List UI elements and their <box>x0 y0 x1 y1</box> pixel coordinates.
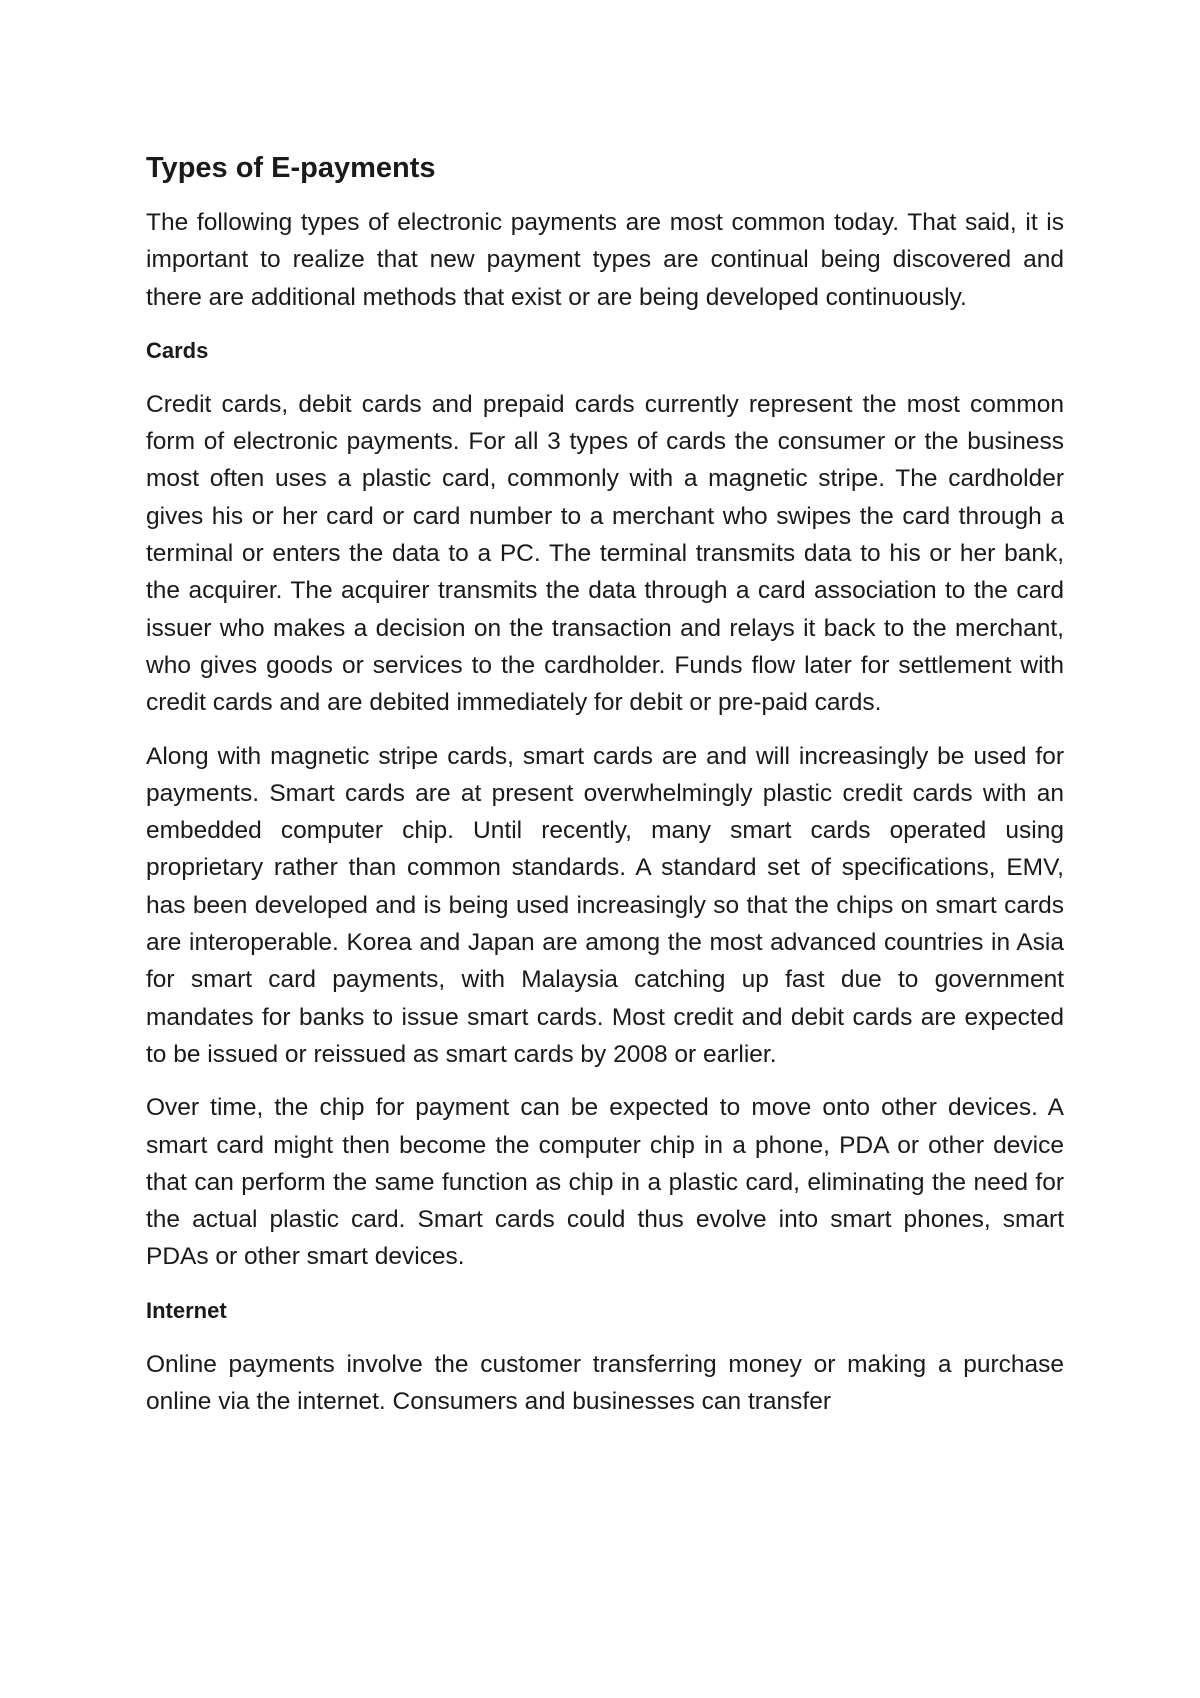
section-heading-internet: Internet <box>146 1297 227 1323</box>
internet-paragraph-1: Online payments involve the customer transferring money or making a purchase online via the internet. Consumers and businesses can transfer <box>146 1350 1064 1416</box>
cards-paragraph-2: Along with magnetic stripe cards, smart cards are and will increasingly be used for payments. Smart cards are at present overwhelmingly plastic credit cards with an embedded computer chip. Until recently, many smart cards operated using proprietary rather than common standards. A standard set of specifications, EMV, has been developed and is being used increasingly so that the chips on smart cards are interoperable. Korea and Japan are among the most advanced countries in Asia for smart card payments, with Malaysia catching up fast due to government mandates for banks to issue smart cards. Most credit and debit cards are expected to be issued or reissued as smart cards by 2008 or earlier. <box>146 742 1064 1068</box>
cards-paragraph-3: Over time, the chip for payment can be expected to move onto other devices. A smart card might then become the computer chip in a phone, PDA or other device that can perform the same function as chip in a plastic card, eliminating the need for the actual plastic card. Smart cards could thus evolve into smart phones, smart PDAs or other smart devices. <box>146 1094 1064 1271</box>
document-title: Types of E-payments <box>146 152 436 184</box>
section-heading-cards: Cards <box>146 337 209 363</box>
intro-paragraph: The following types of electronic payments are most common today. That said, it is important to realize that new payment types are continual being discovered and there are additional methods that exist or are being developed continuously. <box>146 209 1064 311</box>
document-body <box>146 148 1064 1420</box>
cards-paragraph-1: Credit cards, debit cards and prepaid cards currently represent the most common form of electronic payments. For all 3 types of cards the consumer or the business most often uses a plastic card, commonly with a magnetic stripe. The cardholder gives his or her card or card number to a merchant who swipes the card through a terminal or enters the data to a PC. The terminal transmits data to his or her bank, the acquirer. The acquirer transmits the data through a card association to the card issuer who makes a decision on the transaction and relays it back to the merchant, who gives goods or services to the cardholder. Funds flow later for settlement with credit cards and are debited immediately for debit or pre-paid cards. <box>146 390 1064 717</box>
